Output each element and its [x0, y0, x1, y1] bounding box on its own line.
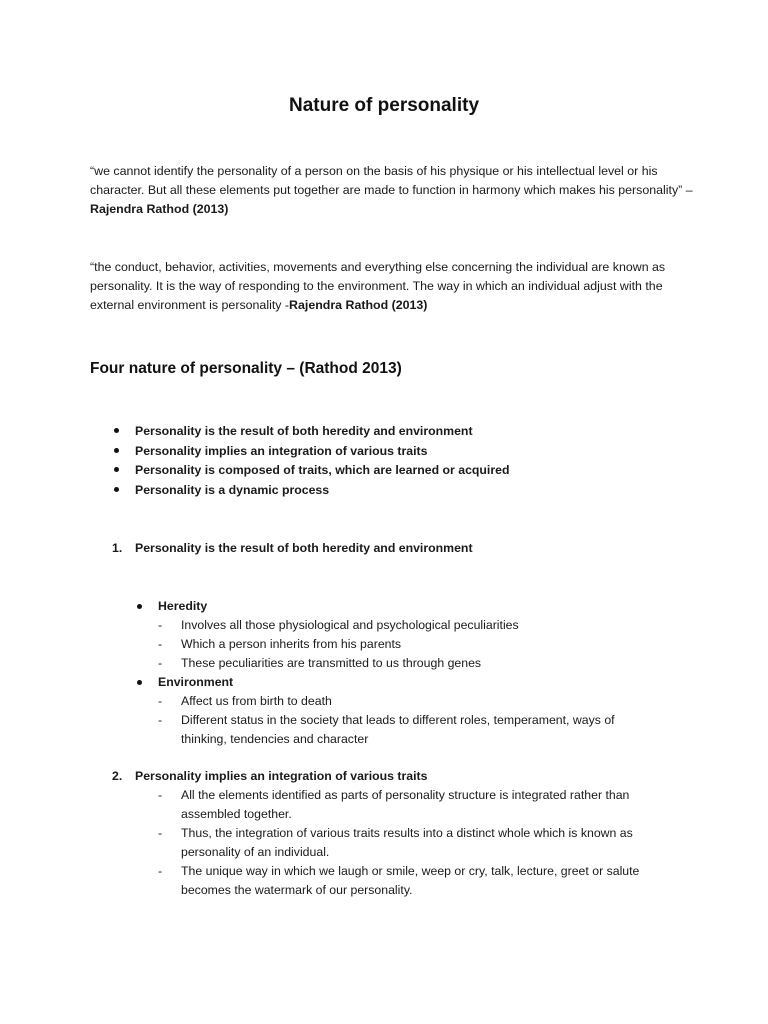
- bullet-text: Personality is composed of traits, which are learned or acquired: [135, 463, 510, 477]
- integration-item: The unique way in which we laugh or smile, weep or cry, talk, lecture, greet or salute becomes the watermark of our personality.: [181, 864, 640, 897]
- section-heading: Four nature of personality – (Rathod 2013): [90, 360, 402, 377]
- list-item: [90, 461, 690, 481]
- environment-item: Affect us from birth to death: [181, 694, 332, 708]
- environment-bullet-icon: [137, 680, 142, 685]
- quote-1-source: Rajendra Rathod (2013): [90, 202, 229, 216]
- quote-paragraph-2: [90, 258, 700, 315]
- dash-icon: -: [158, 713, 163, 727]
- dash-icon: -: [158, 694, 163, 708]
- quote-2-text: “the conduct, behavior, activities, movements and everything else concerning the individual are known as personality. It is the way of responding to the environment. The way in which an individual adjust with the external environment is personality -: [90, 260, 666, 312]
- point-1-heading: Personality is the result of both heredity and environment: [135, 541, 473, 555]
- heredity-item: Involves all those physiological and psychological peculiarities: [181, 618, 519, 632]
- environment-label: Environment: [158, 675, 234, 689]
- integration-item: All the elements identified as parts of personality structure is integrated rather than assembled together.: [181, 788, 630, 821]
- page-title: Nature of personality: [288, 95, 480, 116]
- point-2-heading: Personality implies an integration of various traits: [135, 769, 428, 783]
- bullet-icon: [114, 487, 119, 492]
- summary-bullet-list: [90, 422, 690, 500]
- bullet-icon: [114, 467, 119, 472]
- integration-item: Thus, the integration of various traits results into a distinct whole which is known as personality of an individual.: [181, 826, 633, 859]
- dash-icon: -: [158, 788, 163, 802]
- bullet-text: Personality is a dynamic process: [135, 482, 330, 497]
- dash-icon: -: [158, 637, 163, 651]
- quote-paragraph-1: [90, 162, 700, 219]
- point-2-number: 2.: [112, 769, 123, 783]
- quote-1-text: “we cannot identify the personality of a person on the basis of his physique or his intellectual level or his character. But all these elements put together are made to function in harmony which makes his personality” –: [90, 164, 693, 197]
- environment-item: Different status in the society that leads to different roles, temperament, ways of thinking, tendencies and character: [181, 713, 615, 746]
- heredity-bullet-icon: [137, 604, 142, 609]
- quote-2-source: Rajendra Rathod (2013): [289, 298, 428, 312]
- point-1-number: 1.: [112, 541, 123, 555]
- dash-icon: -: [158, 864, 163, 878]
- list-item: [90, 481, 690, 501]
- bullet-text: Personality is the result of both heredity and environment: [135, 424, 473, 438]
- bullet-icon: [114, 448, 119, 453]
- heredity-item: These peculiarities are transmitted to us through genes: [181, 656, 482, 670]
- bullet-text: Personality implies an integration of various traits: [135, 443, 428, 458]
- list-item: [90, 422, 690, 442]
- heredity-label: Heredity: [158, 599, 208, 613]
- dash-icon: -: [158, 826, 163, 840]
- dash-icon: -: [158, 618, 163, 632]
- bullet-icon: [114, 428, 119, 433]
- heredity-item: Which a person inherits from his parents: [181, 637, 402, 651]
- list-item: [90, 442, 690, 462]
- dash-icon: -: [158, 656, 163, 670]
